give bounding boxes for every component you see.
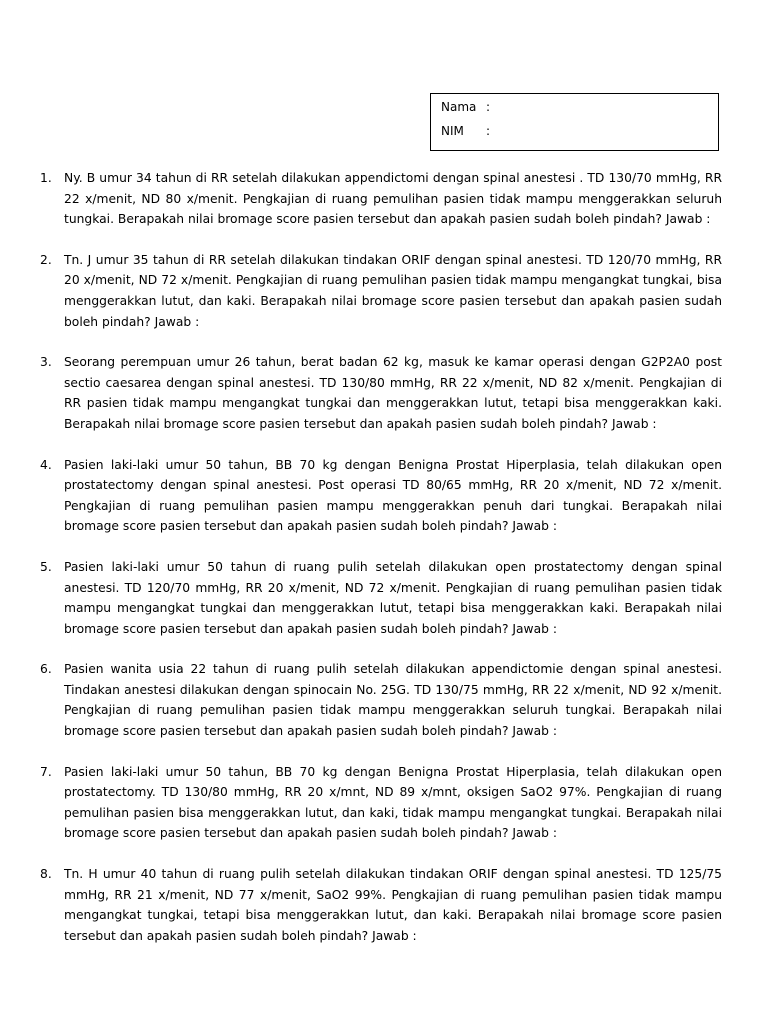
name-row xyxy=(441,99,490,115)
nim-separator: : xyxy=(486,124,491,138)
question-number: 8. xyxy=(40,867,52,882)
question-number: 5. xyxy=(40,559,52,574)
nim-label: NIM xyxy=(441,124,464,138)
question-item xyxy=(40,864,722,946)
student-identity-box xyxy=(430,93,719,151)
name-label: Nama xyxy=(441,100,477,114)
question-item xyxy=(40,250,722,332)
question-item xyxy=(40,455,722,537)
question-item xyxy=(40,168,722,230)
question-number: 1. xyxy=(40,171,52,185)
question-item xyxy=(40,352,722,434)
question-text: Pasien wanita usia 22 tahun di ruang pulih setelah dilakukan appendictomie dengan spinal anestesi. Tindakan anestesi dilakukan dengan spinocain No. 25G. TD 130/75 mmHg, RR 22 x/menit, ND 92 x/menit. Pengkajian di ruang pemulihan pasien tidak mampu menggerakkan seluruh tungkai. Berapakah nilai bromage score pasien tersebut dan apakah pasien sudah boleh pindah? Jawab : xyxy=(64,662,722,739)
question-number: 2. xyxy=(40,252,52,267)
question-text: Pasien laki-laki umur 50 tahun di ruang pulih setelah dilakukan open prostatectomy dengan spinal anestesi. TD 120/70 mmHg, RR 20 x/menit, ND 72 x/menit. Pengkajian di ruang pemulihan pasien tidak mampu mengangkat tungkai dan menggerakkan lutut, tetapi bisa menggerakkan kaki. Berapakah nilai bromage score pasien tersebut dan apakah pasien sudah boleh pindah? Jawab : xyxy=(64,559,722,636)
question-text: Tn. H umur 40 tahun di ruang pulih setelah dilakukan tindakan ORIF dengan spinal anestesi. TD 125/75 mmHg, RR 21 x/menit, ND 77 x/menit, SaO2 99%. Pengkajian di ruang pemulihan pasien tidak mampu mengangkat tungkai, tetapi bisa menggerakkan lutut, dan kaki. Berapakah nilai bromage score pasien tersebut dan apakah pasien sudah boleh pindah? Jawab : xyxy=(64,867,722,943)
question-number: 6. xyxy=(40,662,52,677)
question-item xyxy=(40,762,722,844)
nim-row xyxy=(441,123,490,139)
question-text: Tn. J umur 35 tahun di RR setelah dilakukan tindakan ORIF dengan spinal anestesi. TD 120/70 mmHg, RR 20 x/menit, ND 72 x/menit. Pengkajian di ruang pemulihan pasien tidak mampu mengangkat tungkai, bisa menggerakkan lutut, dan kaki. Berapakah nilai bromage score pasien tersebut dan apakah pasien sudah boleh pindah? Jawab : xyxy=(64,252,722,329)
question-number: 7. xyxy=(40,764,52,779)
question-text: Seorang perempuan umur 26 tahun, berat badan 62 kg, masuk ke kamar operasi dengan G2P2A0 post sectio caesarea dengan spinal anestesi. TD 130/80 mmHg, RR 22 x/menit, ND 82 x/menit. Pengkajian di RR pasien tidak mampu mengangkat tungkai dan menggerakkan lutut, tetapi bisa menggerakkan kaki. Berapakah nilai bromage score pasien tersebut dan apakah pasien sudah boleh pindah? Jawab : xyxy=(64,355,722,431)
question-item xyxy=(40,557,722,639)
question-list xyxy=(40,168,722,966)
question-text: Ny. B umur 34 tahun di RR setelah dilakukan appendictomi dengan spinal anestesi . TD 130/70 mmHg, RR 22 x/menit, ND 80 x/menit. Pengkajian di ruang pemulihan pasien tidak mampu menggerakkan seluruh tungkai. Berapakah nilai bromage score pasien tersebut dan apakah pasien sudah boleh pindah? Jawab : xyxy=(64,171,722,227)
question-number: 3. xyxy=(40,355,52,370)
question-text: Pasien laki-laki umur 50 tahun, BB 70 kg dengan Benigna Prostat Hiperplasia, telah dilakukan open prostatectomy. TD 130/80 mmHg, RR 20 x/mnt, ND 89 x/mnt, oksigen SaO2 97%. Pengkajian di ruang pemulihan pasien bisa menggerakkan lutut, dan kaki, tidak mampu mengangkat tungkai. Berapakah nilai bromage score pasien tersebut dan apakah pasien sudah boleh pindah? Jawab : xyxy=(64,764,722,841)
question-number: 4. xyxy=(40,457,52,472)
question-text: Pasien laki-laki umur 50 tahun, BB 70 kg dengan Benigna Prostat Hiperplasia, telah dilakukan open prostatectomy dengan spinal anestesi. Post operasi TD 80/65 mmHg, RR 20 x/menit, ND 72 x/menit. Pengkajian di ruang pemulihan pasien mampu menggerakkan penuh dari tungkai. Berapakah nilai bromage score pasien tersebut dan apakah pasien sudah boleh pindah? Jawab : xyxy=(64,457,722,534)
question-item xyxy=(40,659,722,741)
name-separator: : xyxy=(486,100,491,114)
